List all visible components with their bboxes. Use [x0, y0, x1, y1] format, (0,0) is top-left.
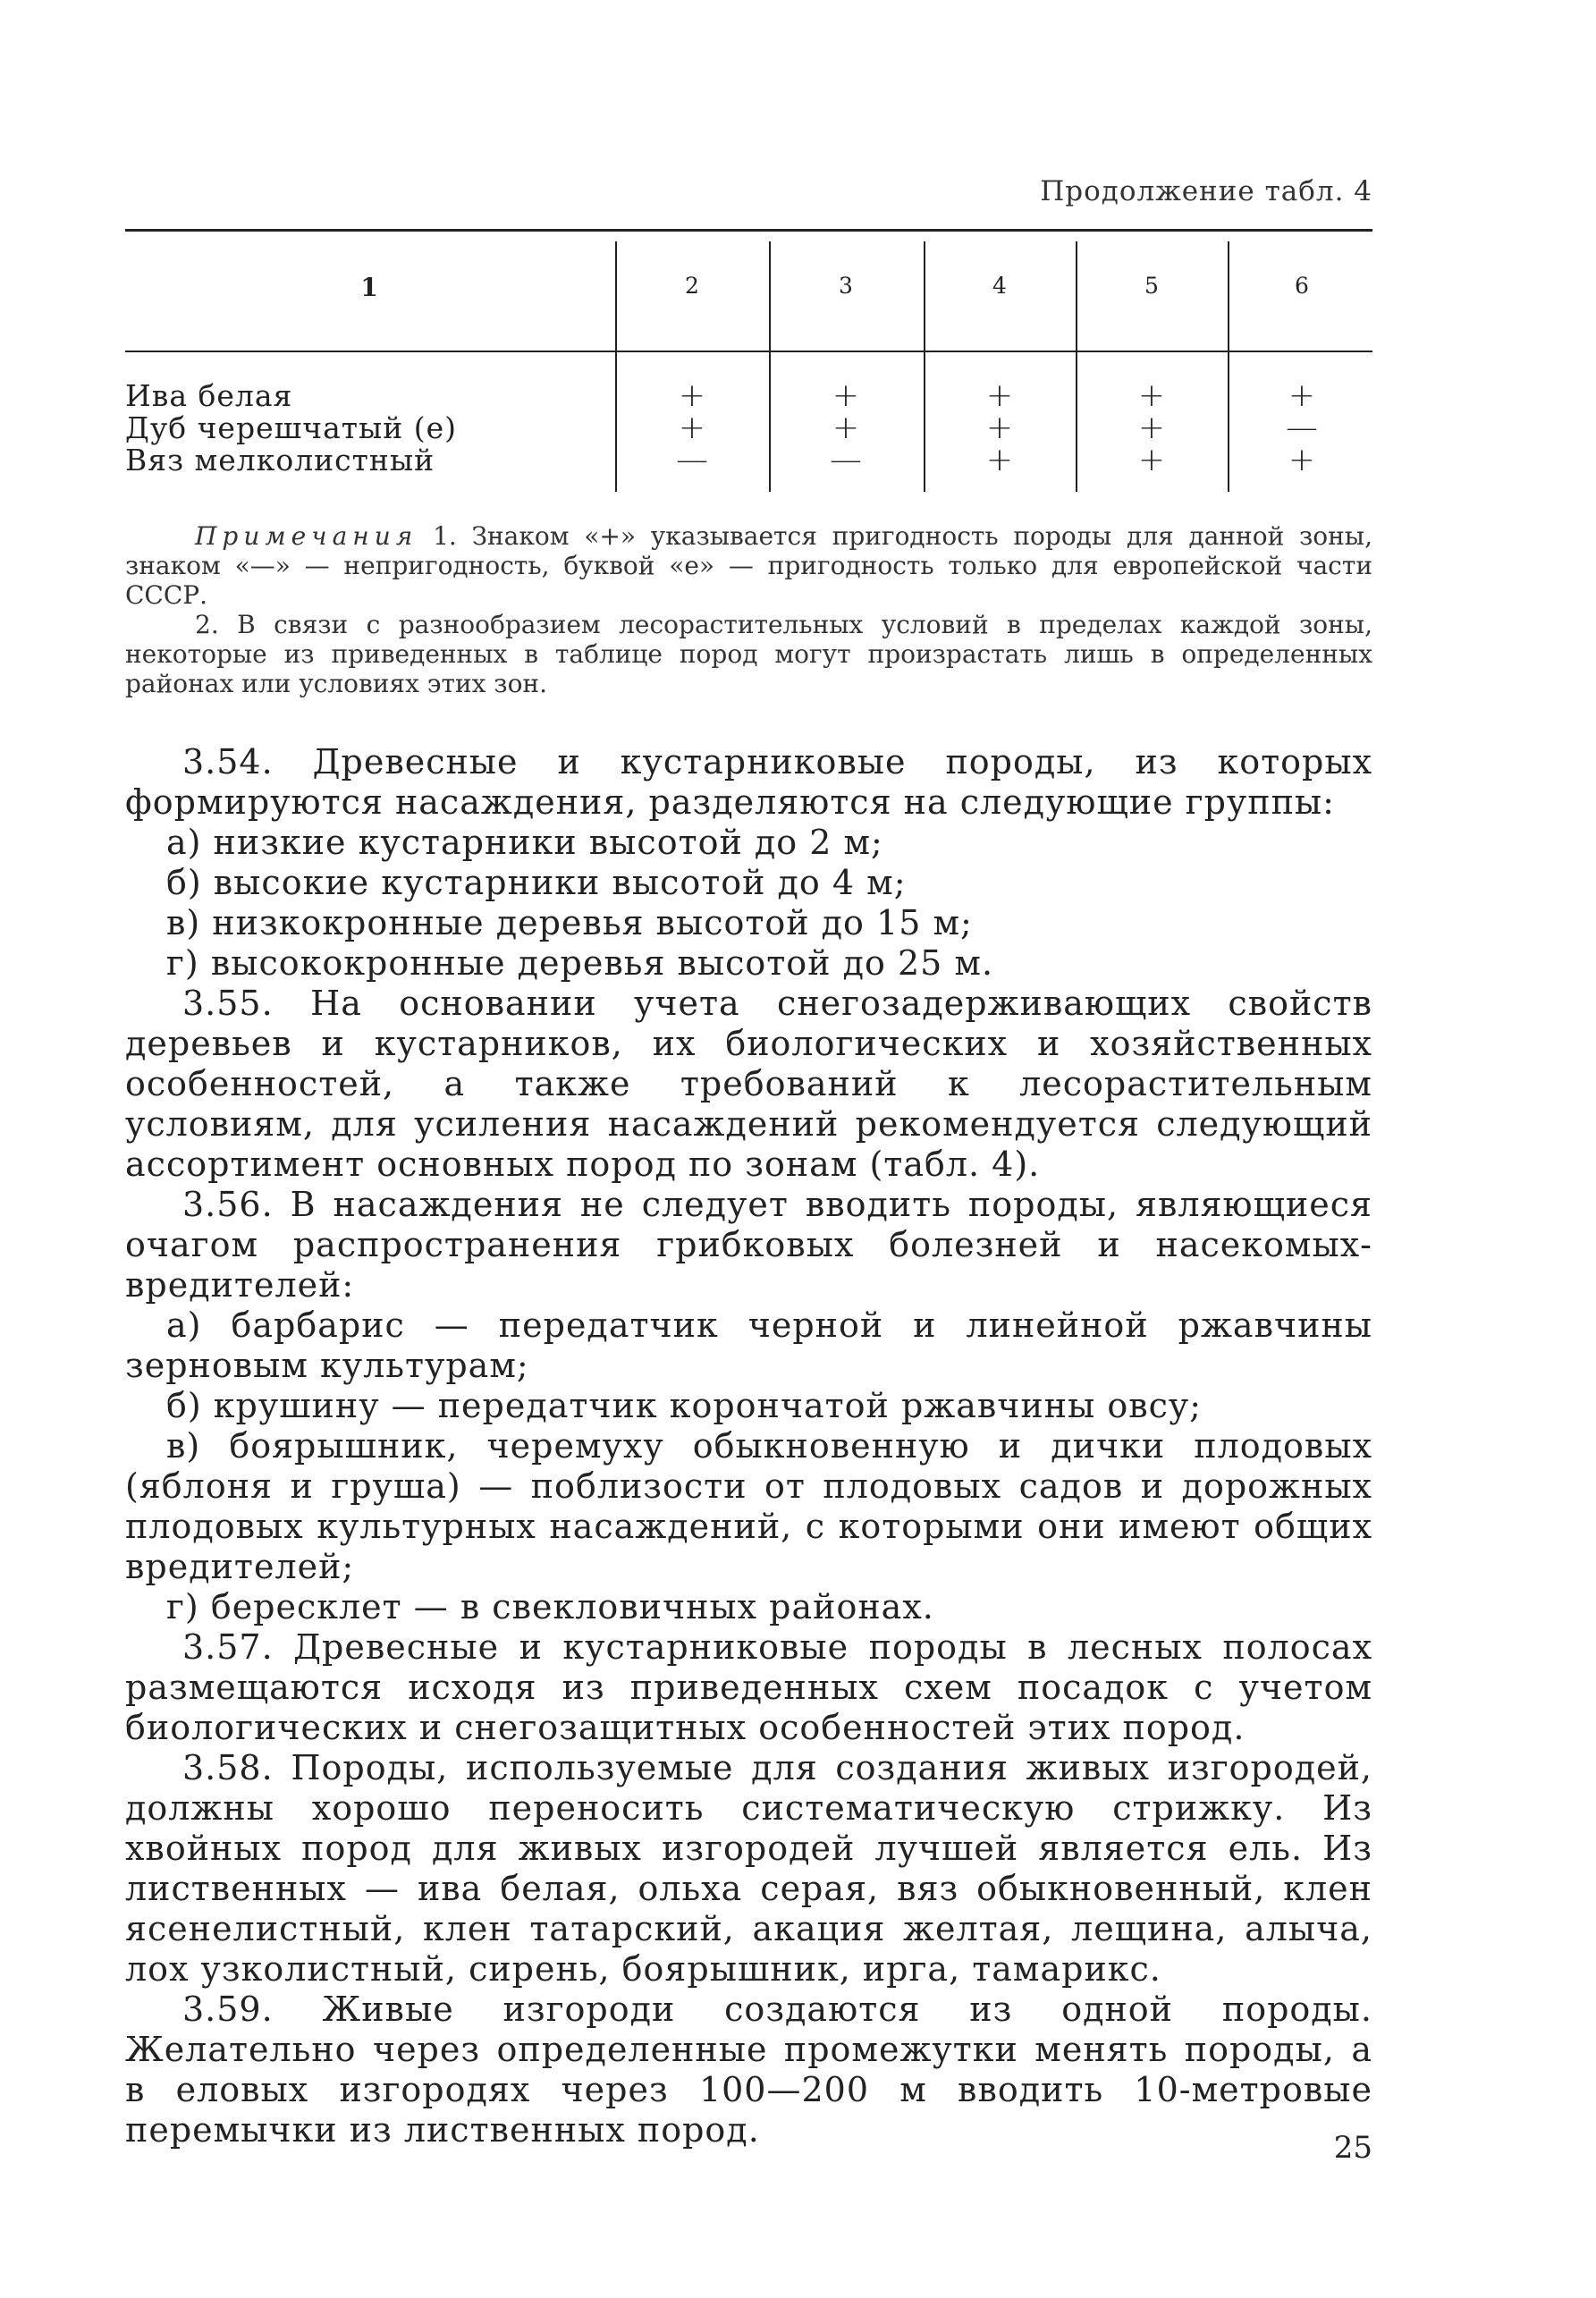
suitability-mark: — [676, 442, 708, 478]
list-item: г) бересклет — в свекловичных районах. [166, 1587, 934, 1626]
notes-label: Примечания [195, 521, 418, 551]
suitability-mark: — [830, 442, 862, 478]
paragraph-3-58: 3.58. Породы, используемые для создания живых изгородей, должны хорошо переносить систематическую стрижку. Из хвойных пород для живых изгородей лучшей является ель. Из лиственных — ива белая, ольха серая, вяз обыкновенный, клен ясенелистный, клен татарский, акация желтая, лещина, алыча, лох узколистный, сирень, боярышник, ирга, тамарикс. [125, 1748, 1372, 1989]
suitability-mark: + [985, 377, 1014, 414]
paragraph-3-56: 3.56. В насаждения не следует вводить породы, являющиеся очагом распространения грибковых болезней и насекомых-вредителей: [125, 1185, 1372, 1305]
suitability-mark: — [1286, 410, 1318, 446]
suitability-mark: + [985, 410, 1014, 446]
column-divider [769, 241, 771, 492]
list-item: в) низкокронные деревья высотой до 15 м; [166, 903, 973, 942]
suitability-mark: + [1288, 377, 1316, 414]
table-continuation-caption: Продолжение табл. 4 [1040, 175, 1372, 207]
paragraph-3-57: 3.57. Древесные и кустарниковые породы в лесных полосах размещаются исходя из приведенных схем посадок с учетом биологических и снегозащитных особенностей этих пород. [125, 1627, 1372, 1747]
suitability-mark: + [678, 410, 706, 446]
list-item: в) боярышник, черемуху обыкновенную и дички плодовых (яблоня и груша) — поблизости от плодовых садов и дорожных плодовых культурных насаждений, с которыми они имеют общих вредителей; [125, 1426, 1372, 1586]
list-item: б) высокие кустарники высотой до 4 м; [166, 863, 907, 902]
paragraph-3-55: 3.55. На основании учета снегозадерживающих свойств деревьев и кустарников, их биологических и хозяйственных особенностей, а также требований к лесорастительным условиям, для усиления насаждений рекомендуется следующий ассортимент основных пород по зонам (табл. 4). [125, 984, 1372, 1184]
column-divider [1076, 241, 1077, 492]
column-divider [615, 241, 617, 492]
column-header-5: 5 [1144, 273, 1159, 299]
suitability-mark: + [678, 377, 706, 414]
page-number: 25 [1333, 2130, 1372, 2166]
suitability-mark: + [832, 410, 860, 446]
list-item: б) крушину — передатчик корончатой ржавчины овсу; [166, 1386, 1203, 1425]
column-header-2: 2 [685, 273, 699, 299]
column-header-6: 6 [1295, 273, 1309, 299]
list-item: а) низкие кустарники высотой до 2 м; [166, 823, 883, 862]
column-header-4: 4 [992, 273, 1007, 299]
paragraph-3-59: 3.59. Живые изгороди создаются из одной породы. Желательно через определенные промежутки менять породы, а в еловых изгородях через 100—200 м вводить 10-метровые перемычки из лиственных пород. [125, 1990, 1372, 2150]
note-2: 2. В связи с разнообразием лесорастительных условий в пределах каждой зоны, некоторые из приведенных в таблице пород могут произрастать лишь в определенных районах или условиях этих зон. [125, 610, 1372, 698]
column-divider [924, 241, 925, 492]
species-name: Дуб черешчатый (е) [125, 410, 458, 445]
note-1: 1. Знаком «+» указывается пригодность породы для данной зоны, знаком «—» — непригодность, буквой «е» — пригодность только для европейской части СССР. [125, 521, 1372, 610]
suitability-mark: + [985, 442, 1014, 478]
suitability-mark: + [1137, 442, 1166, 478]
list-item: г) высококронные деревья высотой до 25 м. [166, 943, 994, 983]
table-notes [125, 521, 1372, 698]
paragraph-3-54: 3.54. Древесные и кустарниковые породы, из которых формируются насаждения, разделяются на следующие группы: [125, 742, 1372, 822]
species-column [125, 380, 457, 477]
main-text [125, 742, 1372, 2150]
table-top-rule [125, 229, 1372, 232]
table-header-rule [125, 351, 1372, 352]
suitability-mark: + [832, 377, 860, 414]
suitability-mark: + [1137, 377, 1166, 414]
suitability-mark: + [1137, 410, 1166, 446]
suitability-mark: + [1288, 442, 1316, 478]
column-header-1: 1 [360, 273, 378, 302]
column-header-3: 3 [839, 273, 853, 299]
species-name: Вяз мелколистный [125, 443, 435, 477]
species-name: Ива белая [125, 378, 293, 413]
list-item: а) барбарис — передатчик черной и линейной ржавчины зерновым культурам; [125, 1305, 1372, 1385]
column-divider [1228, 241, 1229, 492]
